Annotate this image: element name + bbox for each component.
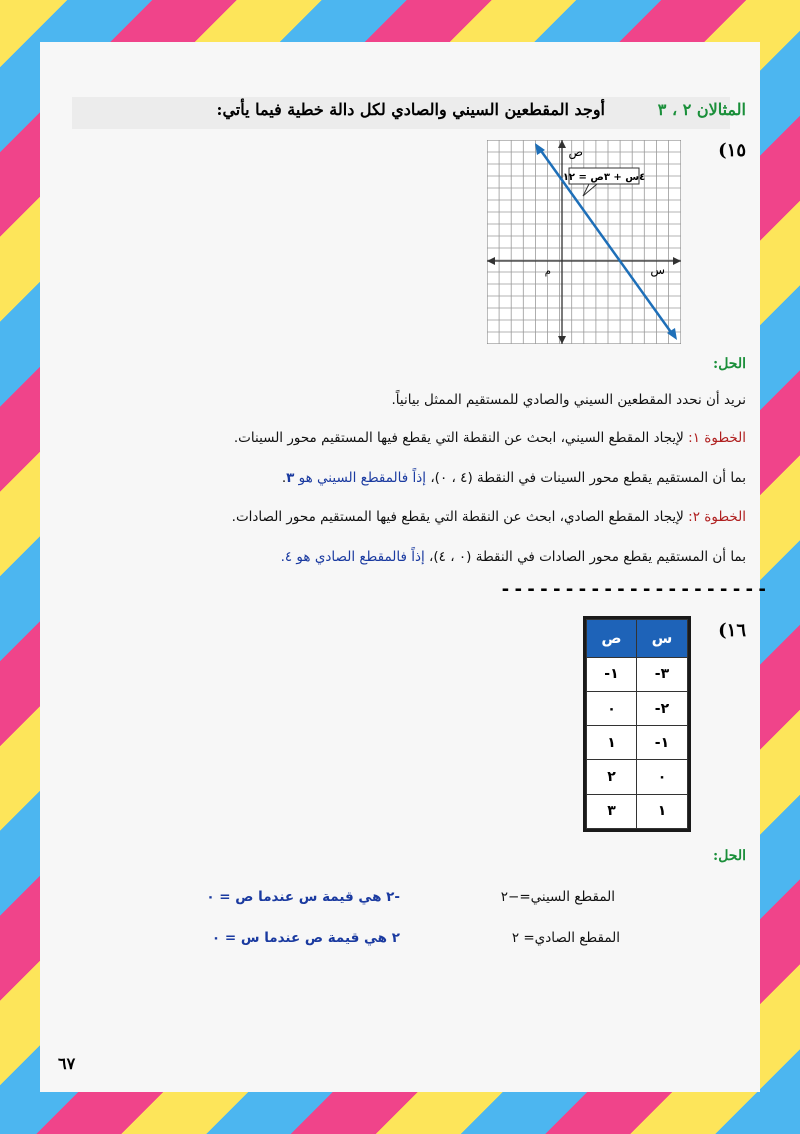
page	[40, 42, 770, 1092]
y-intercept-explain: ٢ هي قيمة ص عندما س = ٠	[211, 930, 400, 946]
example-label: المثالان ٢ ، ٣	[657, 100, 746, 119]
page-number: ٦٧	[58, 1054, 76, 1073]
table-row	[587, 692, 688, 726]
problem-16-table	[583, 616, 691, 832]
problem-16-number: ١٦)	[718, 620, 746, 641]
solution-15-label: الحل:	[713, 356, 746, 372]
table-cell-y: -١	[587, 657, 637, 691]
step-1-result-b: إذاً فالمقطع السيني هو	[294, 470, 427, 486]
origin-label: م	[544, 266, 551, 277]
step-2-result-b: إذاً فالمقطع الصادي هو ٤.	[280, 549, 425, 565]
step-1-line	[234, 430, 746, 446]
table-row	[587, 657, 688, 691]
table-cell-x: -٢	[636, 692, 687, 726]
table-cell-x: -١	[636, 726, 687, 760]
table-cell-y: ٠	[587, 692, 637, 726]
step-2-result	[281, 549, 746, 565]
step-1-result	[282, 470, 746, 486]
step-1-label: الخطوة ١:	[688, 430, 746, 446]
step-2-line	[232, 509, 746, 525]
step-2-label: الخطوة ٢:	[688, 509, 746, 525]
table-cell-x: ٠	[636, 760, 687, 794]
table-cell-y: ٢	[587, 760, 637, 794]
table-cell-y: ١	[587, 726, 637, 760]
table-cell-y: ٣	[587, 794, 637, 828]
question-text: أوجد المقطعين السيني والصادي لكل دالة خطية فيما يأتي:	[216, 100, 605, 119]
solution-15-intro: نريد أن نحدد المقطعين السيني والصادي للمستقيم الممثل بيانياً.	[391, 392, 746, 408]
equation-label: ٤س + ٣ص = ١٢	[562, 172, 646, 183]
table-row	[587, 726, 688, 760]
step-2-text: لإيجاد المقطع الصادي، ابحث عن النقطة التي يقطع فيها المستقيم محور الصادات.	[231, 509, 689, 525]
separator: ---------------------	[500, 579, 770, 600]
problem-15-number: ١٥)	[718, 140, 746, 161]
y-intercept-label: المقطع الصادي= ٢	[511, 930, 620, 946]
table-header-y: ص	[587, 620, 637, 658]
x-intercept-label: المقطع السيني=−٢	[500, 889, 615, 905]
table-cell-x: ١	[636, 794, 687, 828]
step-1-value: ٣	[286, 470, 295, 486]
table-cell-x: -٣	[636, 657, 687, 691]
problem-15-graph	[487, 140, 681, 344]
y-axis-label: ص	[568, 145, 583, 159]
x-axis-label: س	[650, 263, 665, 277]
table-header-x: س	[636, 620, 687, 658]
step-1-text: لإيجاد المقطع السيني، ابحث عن النقطة التي يقطع فيها المستقيم محور السينات.	[233, 430, 689, 446]
table-row	[587, 760, 688, 794]
x-intercept-explain: -٢ هي قيمة س عندما ص = ٠	[206, 889, 400, 905]
step-2-result-a: بما أن المستقيم يقطع محور الصادات في النقطة (٠ ، ٤)،	[424, 549, 746, 565]
solution-16-label: الحل:	[713, 848, 746, 864]
table-row	[587, 794, 688, 828]
step-1-result-a: بما أن المستقيم يقطع محور السينات في النقطة (٤ ، ٠)،	[426, 470, 746, 486]
step-1-end: .	[281, 470, 287, 486]
